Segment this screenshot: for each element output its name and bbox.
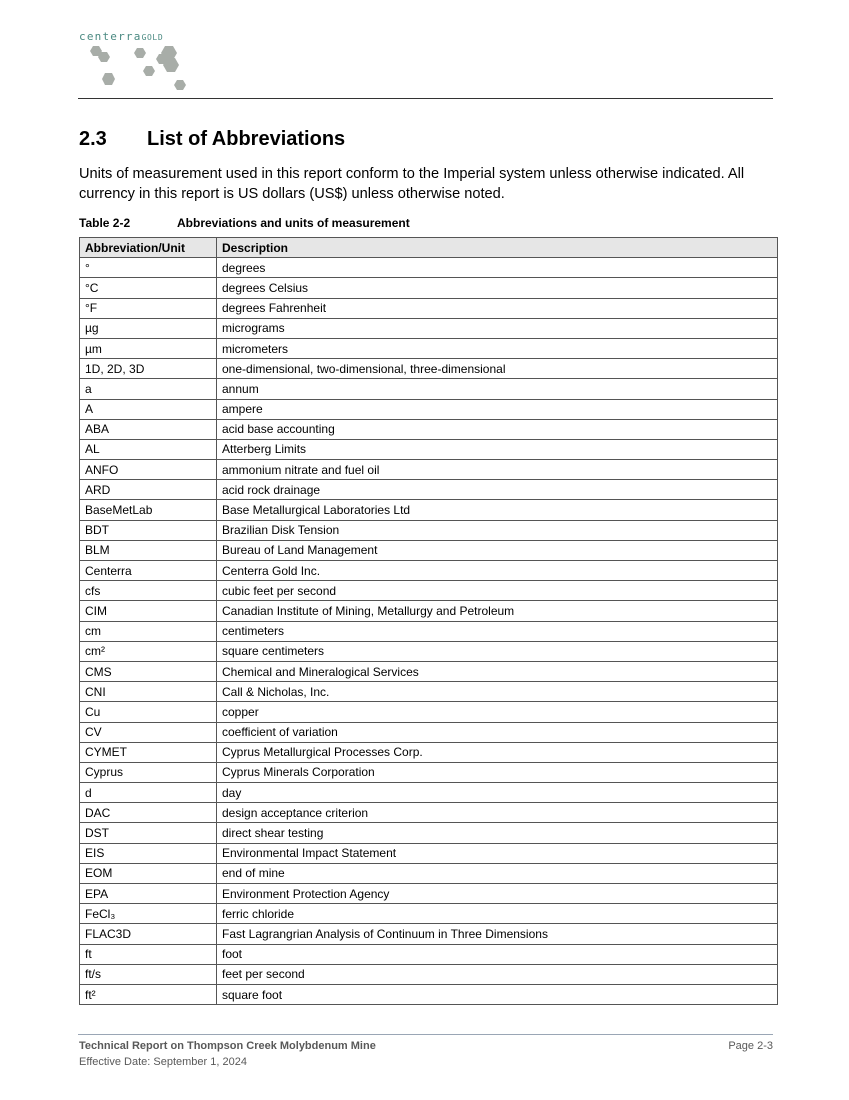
abbreviation-cell: CMS (80, 661, 217, 681)
table-row (80, 783, 778, 803)
footer-divider (78, 1034, 773, 1035)
description-cell: cubic feet per second (217, 581, 778, 601)
table-row (80, 520, 778, 540)
abbreviation-cell: Cyprus (80, 762, 217, 782)
description-cell: Cyprus Metallurgical Processes Corp. (217, 742, 778, 762)
description-cell: Fast Lagrangrian Analysis of Continuum in Three Dimensions (217, 924, 778, 944)
table-row (80, 682, 778, 702)
description-cell: Bureau of Land Management (217, 540, 778, 560)
table-row (80, 661, 778, 681)
description-cell: annum (217, 379, 778, 399)
description-cell: degrees (217, 258, 778, 278)
table-row (80, 540, 778, 560)
abbreviation-cell: cm (80, 621, 217, 641)
abbreviation-cell: ANFO (80, 460, 217, 480)
table-row (80, 702, 778, 722)
table-row (80, 500, 778, 520)
description-cell: end of mine (217, 863, 778, 883)
description-cell: design acceptance criterion (217, 803, 778, 823)
description-cell: Call & Nicholas, Inc. (217, 682, 778, 702)
table-caption-title: Abbreviations and units of measurement (177, 216, 410, 230)
description-cell: degrees Celsius (217, 278, 778, 298)
footer-page-number: Page 2-3 (728, 1040, 773, 1052)
description-cell: Cyprus Minerals Corporation (217, 762, 778, 782)
table-row (80, 762, 778, 782)
abbreviation-cell: ft² (80, 984, 217, 1004)
table-row (80, 621, 778, 641)
abbreviation-cell: d (80, 783, 217, 803)
header-description: Description (217, 238, 778, 258)
table-caption-number: Table 2-2 (79, 216, 131, 230)
table-row (80, 924, 778, 944)
abbreviation-cell: ARD (80, 480, 217, 500)
abbreviation-cell: A (80, 399, 217, 419)
abbreviation-cell: EIS (80, 843, 217, 863)
abbreviation-cell: 1D, 2D, 3D (80, 359, 217, 379)
description-cell: Atterberg Limits (217, 439, 778, 459)
header-abbreviation: Abbreviation/Unit (80, 238, 217, 258)
table-caption (79, 216, 410, 230)
table-row (80, 904, 778, 924)
abbreviation-cell: °F (80, 298, 217, 318)
description-cell: centimeters (217, 621, 778, 641)
abbreviation-cell: ABA (80, 419, 217, 439)
abbreviation-cell: CIM (80, 601, 217, 621)
abbreviation-cell: ft (80, 944, 217, 964)
table-header-row (80, 238, 778, 258)
table-row (80, 359, 778, 379)
description-cell: one-dimensional, two-dimensional, three-dimensional (217, 359, 778, 379)
footer-report-title: Technical Report on Thompson Creek Molybdenum Mine (79, 1040, 376, 1052)
table-row (80, 601, 778, 621)
abbreviation-cell: DAC (80, 803, 217, 823)
description-cell: foot (217, 944, 778, 964)
table-row (80, 318, 778, 338)
description-cell: Base Metallurgical Laboratories Ltd (217, 500, 778, 520)
abbreviation-cell: a (80, 379, 217, 399)
description-cell: Environment Protection Agency (217, 884, 778, 904)
table-row (80, 379, 778, 399)
section-heading (79, 128, 345, 151)
description-cell: feet per second (217, 964, 778, 984)
abbreviation-cell: DST (80, 823, 217, 843)
description-cell: micrograms (217, 318, 778, 338)
table-row (80, 561, 778, 581)
description-cell: Centerra Gold Inc. (217, 561, 778, 581)
description-cell: day (217, 783, 778, 803)
description-cell: ammonium nitrate and fuel oil (217, 460, 778, 480)
description-cell: Brazilian Disk Tension (217, 520, 778, 540)
table-row (80, 258, 778, 278)
section-number: 2.3 (79, 128, 107, 150)
hexagon-cluster-icon (79, 42, 199, 96)
abbreviation-cell: °C (80, 278, 217, 298)
abbreviation-cell: BDT (80, 520, 217, 540)
table-row (80, 419, 778, 439)
description-cell: degrees Fahrenheit (217, 298, 778, 318)
table-row (80, 439, 778, 459)
abbreviation-cell: ft/s (80, 964, 217, 984)
abbreviations-table (79, 237, 778, 1005)
intro-paragraph: Units of measurement used in this report conform to the Imperial system unless otherwise indicated. All currency in this report is US dollars (US$) unless otherwise noted. (79, 166, 745, 202)
abbreviation-cell: cfs (80, 581, 217, 601)
abbreviation-cell: Centerra (80, 561, 217, 581)
table-row (80, 803, 778, 823)
description-cell: direct shear testing (217, 823, 778, 843)
description-cell: acid rock drainage (217, 480, 778, 500)
table-row (80, 338, 778, 358)
logo-brand-suffix: GOLD (141, 33, 164, 42)
abbreviation-cell: CYMET (80, 742, 217, 762)
table-row (80, 298, 778, 318)
company-logo (79, 30, 209, 96)
table-row (80, 460, 778, 480)
logo-brand: centerra (79, 30, 142, 43)
abbreviation-cell: CV (80, 722, 217, 742)
table-row (80, 480, 778, 500)
description-cell: square foot (217, 984, 778, 1004)
table-row (80, 863, 778, 883)
abbreviation-cell: FLAC3D (80, 924, 217, 944)
abbreviation-cell: EOM (80, 863, 217, 883)
abbreviation-cell: BLM (80, 540, 217, 560)
abbreviation-cell: cm² (80, 641, 217, 661)
table-row (80, 944, 778, 964)
abbreviation-cell: FeCl₃ (80, 904, 217, 924)
abbreviation-cell: µm (80, 338, 217, 358)
table-row (80, 823, 778, 843)
table-body (80, 258, 778, 1005)
description-cell: ferric chloride (217, 904, 778, 924)
header-divider (78, 98, 773, 99)
abbreviation-cell: µg (80, 318, 217, 338)
section-title: List of Abbreviations (147, 128, 346, 150)
table-row (80, 641, 778, 661)
table-row (80, 964, 778, 984)
description-cell: coefficient of variation (217, 722, 778, 742)
table-row (80, 884, 778, 904)
abbreviation-cell: CNI (80, 682, 217, 702)
description-cell: copper (217, 702, 778, 722)
table-row (80, 399, 778, 419)
footer-effective-date: Effective Date: September 1, 2024 (79, 1056, 247, 1068)
description-cell: square centimeters (217, 641, 778, 661)
table-row (80, 843, 778, 863)
description-cell: Canadian Institute of Mining, Metallurgy and Petroleum (217, 601, 778, 621)
description-cell: micrometers (217, 338, 778, 358)
table-row (80, 722, 778, 742)
description-cell: acid base accounting (217, 419, 778, 439)
table-row (80, 581, 778, 601)
description-cell: ampere (217, 399, 778, 419)
table-row (80, 984, 778, 1004)
abbreviation-cell: EPA (80, 884, 217, 904)
description-cell: Chemical and Mineralogical Services (217, 661, 778, 681)
abbreviation-cell: Cu (80, 702, 217, 722)
table-row (80, 742, 778, 762)
description-cell: Environmental Impact Statement (217, 843, 778, 863)
table-row (80, 278, 778, 298)
abbreviation-cell: AL (80, 439, 217, 459)
abbreviation-cell: BaseMetLab (80, 500, 217, 520)
abbreviation-cell: ° (80, 258, 217, 278)
